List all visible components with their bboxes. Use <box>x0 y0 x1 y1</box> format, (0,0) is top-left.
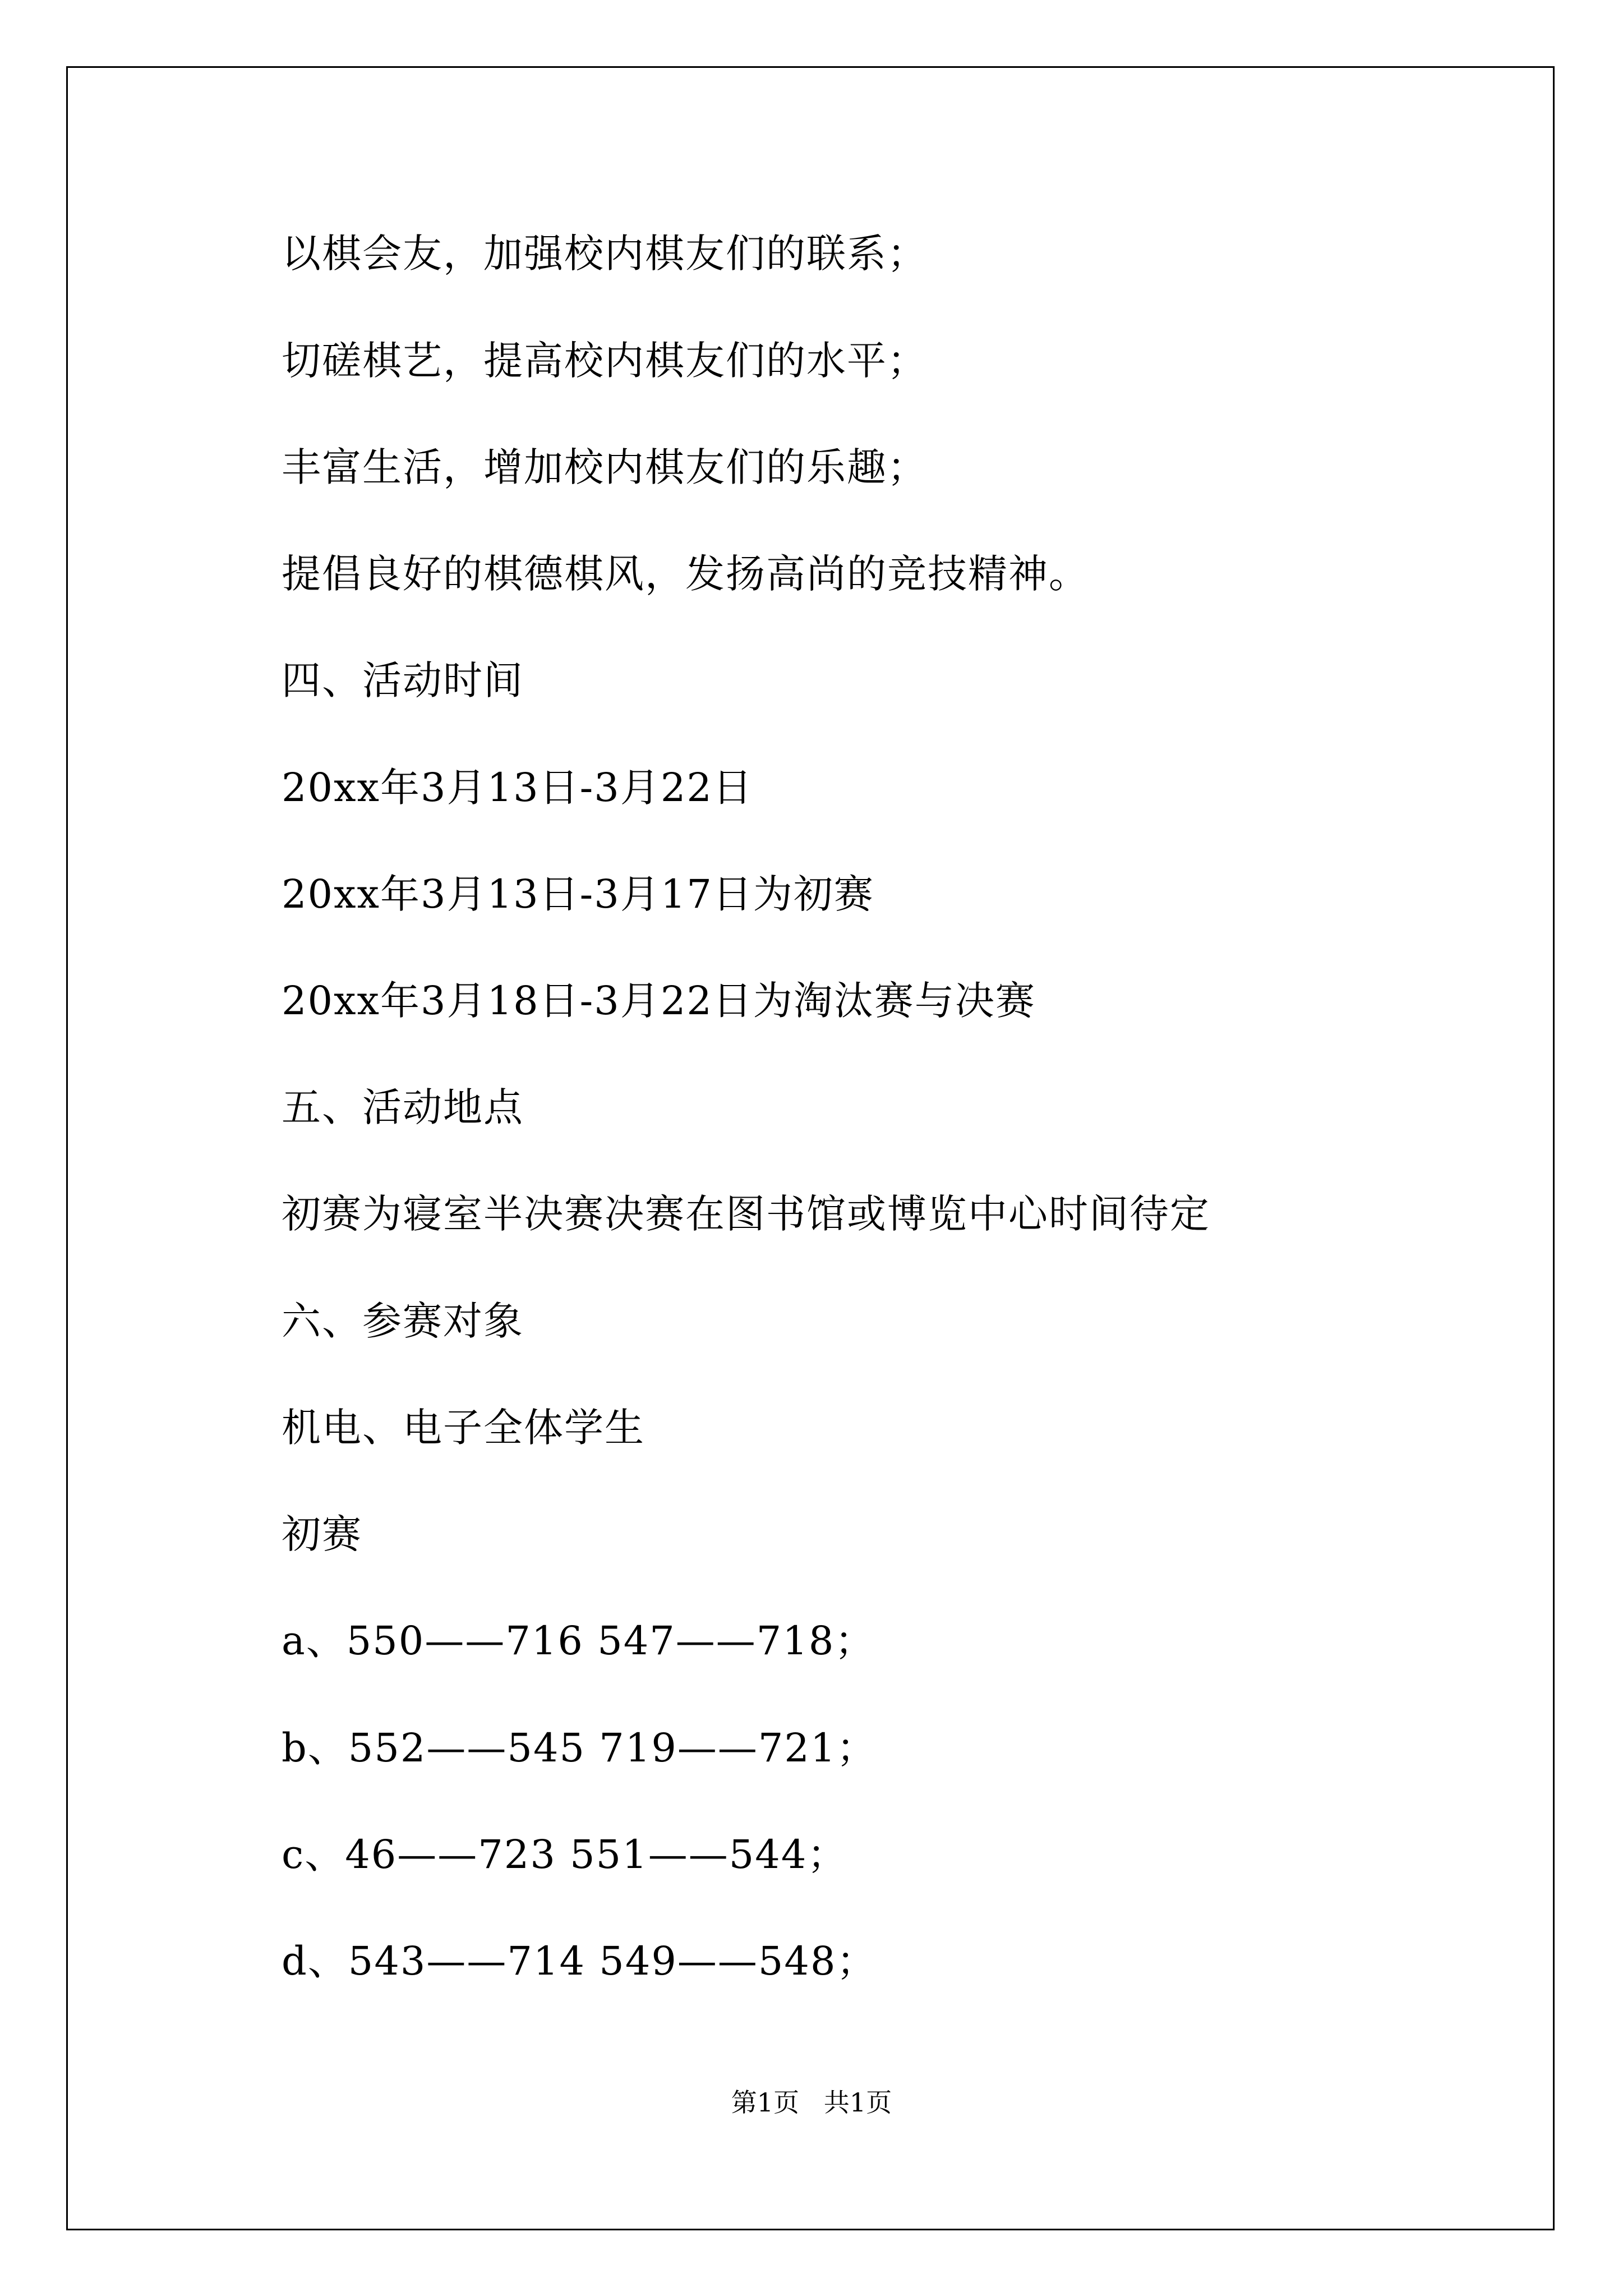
section-heading-participants: 六、参赛对象 <box>282 1298 524 1344</box>
text-line-group-b: b、552——545 719——721； <box>282 1725 877 1771</box>
text-line-goal-4: 提倡良好的棋德棋风，发扬高尚的竞技精神。 <box>282 551 1089 597</box>
text-line-goal-3: 丰富生活，增加校内棋友们的乐趣； <box>282 444 928 490</box>
page-number-footer: 第1页 共1页 <box>731 2087 892 2118</box>
text-line-location: 初赛为寝室半决赛决赛在图书馆或博览中心时间待定 <box>282 1191 1210 1237</box>
text-line-final-dates: 20xx年3月18日-3月22日为淘汰赛与决赛 <box>282 978 1036 1024</box>
text-line-group-c: c、46——723 551——544； <box>282 1832 848 1878</box>
text-line-group-d: d、543——714 549——548； <box>282 1938 877 1984</box>
text-line-group-a: a、550——716 547——718； <box>282 1618 875 1664</box>
text-line-goal-1: 以棋会友，加强校内棋友们的联系； <box>282 231 928 277</box>
text-line-participants: 机电、电子全体学生 <box>282 1405 645 1451</box>
text-line-date-range: 20xx年3月13日-3月22日 <box>282 765 753 811</box>
text-line-preliminary-heading: 初赛 <box>282 1511 362 1557</box>
text-line-goal-2: 切磋棋艺，提高校内棋友们的水平； <box>282 338 928 384</box>
text-line-preliminary-dates: 20xx年3月13日-3月17日为初赛 <box>282 871 874 917</box>
page-border <box>66 66 1555 2230</box>
section-heading-location: 五、活动地点 <box>282 1084 524 1130</box>
section-heading-time: 四、活动时间 <box>282 657 524 703</box>
